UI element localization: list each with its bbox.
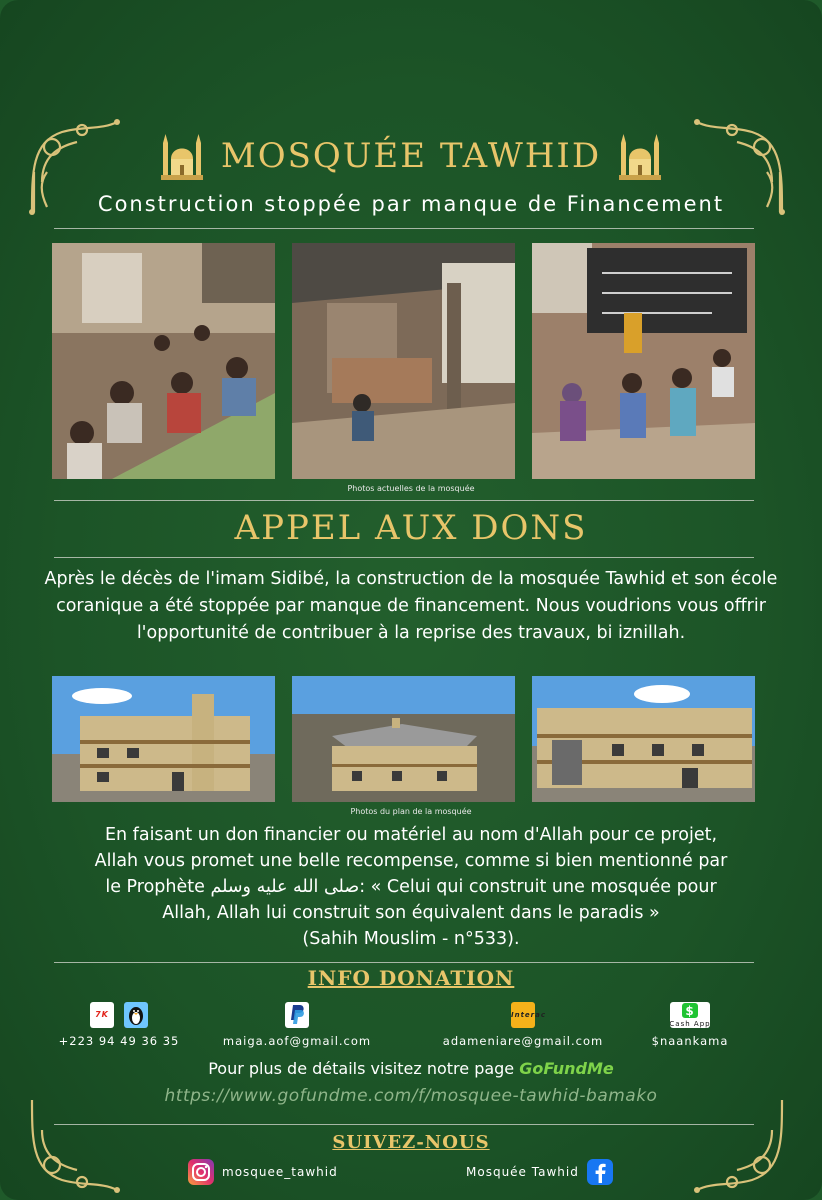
photo-classroom (532, 243, 755, 479)
instagram-handle: mosquee_tawhid (222, 1165, 338, 1179)
gofundme-link[interactable]: https://www.gofundme.com/f/mosquee-tawhid-bamako (164, 1086, 658, 1106)
facebook-page-name: Mosquée Tawhid (466, 1165, 579, 1179)
header (0, 128, 822, 184)
phone-number: +223 94 49 36 35 (58, 1034, 180, 1048)
photos-caption: Photos actuelles de la mosquée (347, 484, 475, 493)
hadith-line-start: le Prophète (105, 877, 211, 897)
appeal-text: Après le décès de l'imam Sidibé, la construction de la mosquée Tawhid et son école coranique a été stoppée par manque de financement. Nous voudrions vous offrir l'opportunité de contribuer à la reprise des travaux, bi iznillah. (44, 569, 778, 643)
hadith-reference: (Sahih Mouslim - n°533). (302, 929, 520, 949)
photo-construction-interior (292, 243, 515, 479)
facebook-link[interactable] (466, 1158, 613, 1186)
payment-phone (44, 1002, 194, 1048)
plan-caption: Photos du plan de la mosquée (350, 807, 472, 816)
render-building-front (52, 676, 275, 802)
hadith-text (40, 822, 782, 952)
page-title: MOSQUÉE TAWHID (220, 136, 602, 176)
hadith-line-end: : « Celui qui construit une mosquée pour (359, 877, 717, 897)
interac-icon: Interac (511, 1002, 535, 1028)
paypal-email: maiga.aof@gmail.com (222, 1034, 372, 1048)
facebook-icon (587, 1159, 613, 1185)
appeal-title: APPEL AUX DONS (234, 508, 588, 548)
svg-text:$: $ (685, 1004, 695, 1018)
orange-money-icon: 7K (90, 1002, 114, 1028)
hadith-line: En faisant un don financier ou matériel au nom d'Allah pour ce projet, (104, 825, 718, 845)
instagram-icon (188, 1159, 214, 1185)
mosque-icon (159, 131, 205, 181)
gofundme-line (0, 1059, 822, 1078)
instagram-link[interactable] (188, 1158, 338, 1186)
donation-title: INFO DONATION (307, 966, 515, 990)
hadith-line (40, 874, 782, 900)
mosque-icon (617, 131, 663, 181)
divider (54, 962, 754, 963)
divider (54, 500, 754, 501)
payment-paypal (212, 1002, 382, 1048)
cashtag: $naankama (651, 1034, 729, 1048)
divider (54, 228, 754, 229)
paypal-icon (285, 1002, 309, 1028)
svg-text:Cash App: Cash App (670, 1020, 710, 1028)
cash-app-icon (670, 1002, 710, 1028)
photo-children-seated (52, 243, 275, 479)
payment-interac (428, 1002, 618, 1048)
payment-cashapp (640, 1002, 740, 1048)
render-building-aerial (292, 676, 515, 802)
interac-email: adameniare@gmail.com (442, 1034, 604, 1048)
follow-title: SUIVEZ-NOUS (332, 1132, 490, 1153)
wave-icon (124, 1002, 148, 1028)
salutation-arabic: صلى الله عليه وسلم (210, 877, 360, 897)
divider (54, 1124, 754, 1125)
hadith-line: Allah vous promet une belle recompense, comme si bien mentionné par (94, 851, 728, 871)
divider (54, 557, 754, 558)
gofundme-brand[interactable]: GoFundMe (519, 1059, 614, 1078)
render-building-side (532, 676, 755, 802)
subtitle: Construction stoppée par manque de Financement (97, 192, 725, 216)
hadith-line: Allah, Allah lui construit son équivalent dans le paradis » (162, 903, 660, 923)
gofundme-text: Pour plus de détails visitez notre page (208, 1059, 520, 1078)
